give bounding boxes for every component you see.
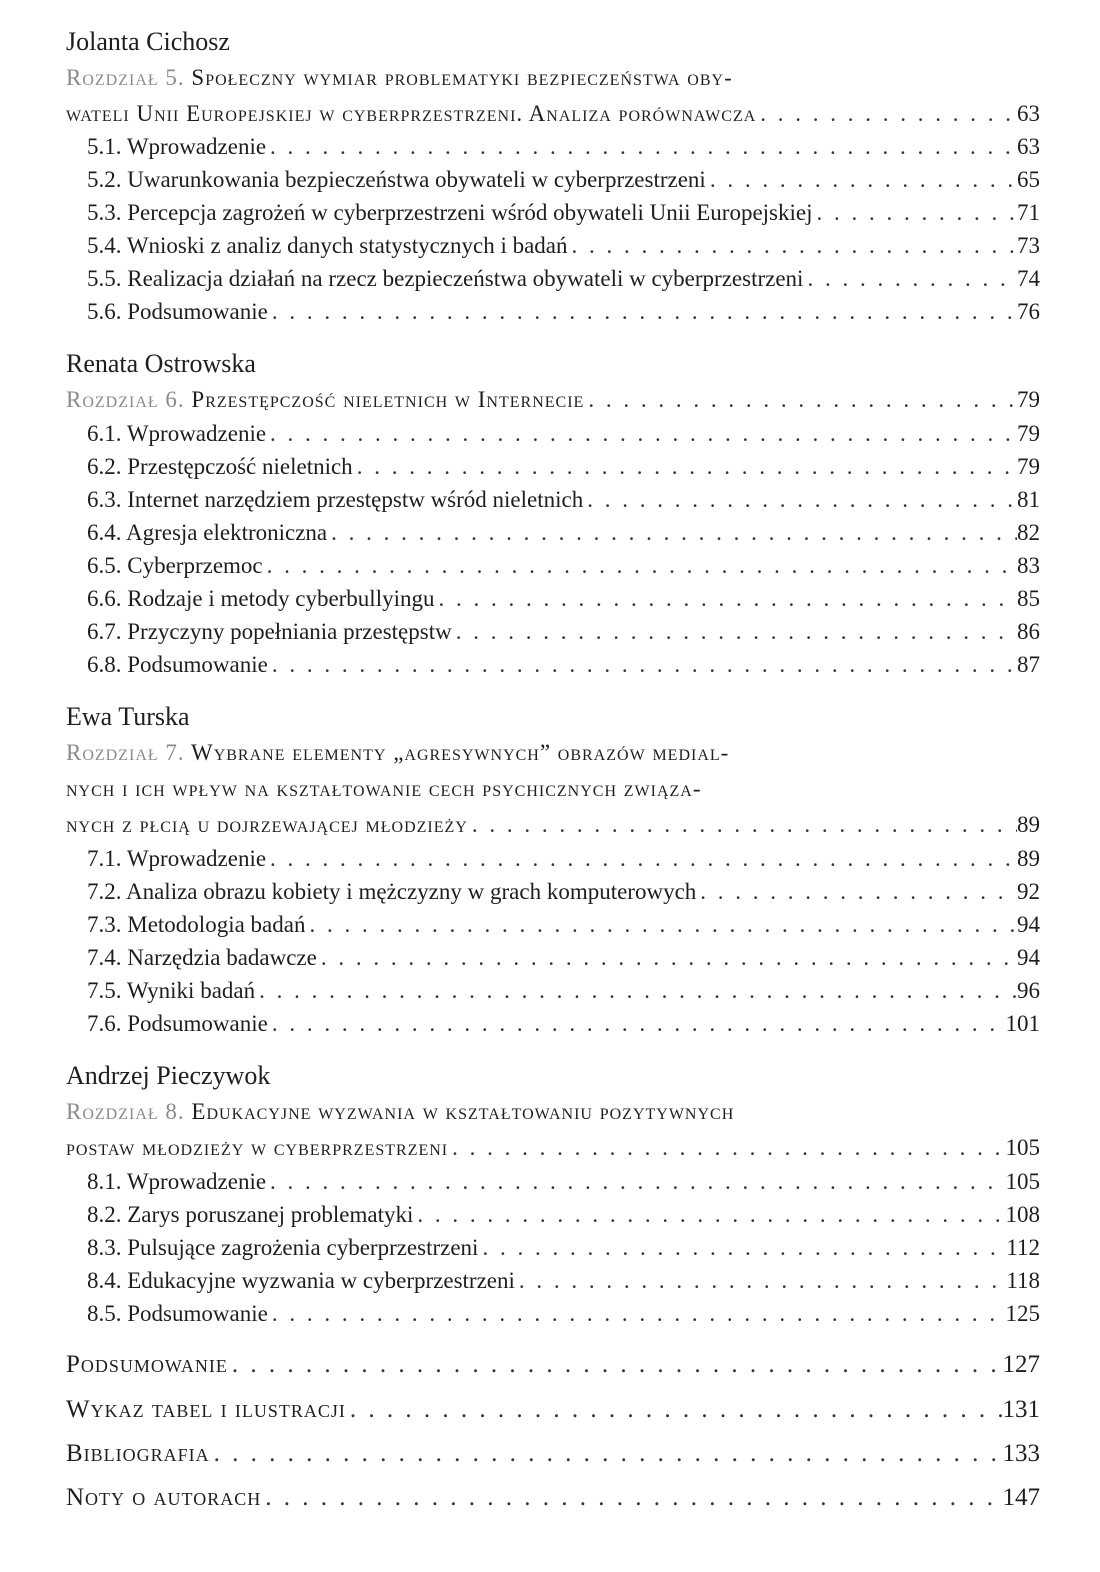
chapter-5-title-line-2	[66, 98, 1040, 130]
section-page: 74	[1017, 266, 1040, 291]
chapter-8-label: Rozdział 8.	[66, 1099, 185, 1124]
section-page: 63	[1017, 134, 1040, 159]
section-title: 7.3. Metodologia badań	[87, 912, 306, 937]
section-title: 6.4. Agresja elektroniczna	[87, 520, 328, 545]
section-page: 71	[1017, 200, 1040, 225]
leader-dots	[263, 550, 1017, 582]
toc-section-row	[87, 550, 1040, 582]
section-title: 7.5. Wyniki badań	[87, 978, 256, 1003]
section-title: 8.2. Zarys poruszanej problematyki	[87, 1202, 414, 1227]
section-title: 8.4. Edukacyjne wyzwania w cyberprzestrzeni	[87, 1268, 515, 1293]
section-page: 89	[1017, 846, 1040, 871]
chapter-7-label: Rozdział 7.	[66, 740, 185, 765]
end-title: Noty o autorach	[66, 1484, 262, 1511]
leader-dots	[268, 649, 1017, 681]
section-page: 79	[1017, 421, 1040, 446]
leader-dots	[468, 809, 1017, 841]
section-title: 8.1. Wprowadzenie	[87, 1169, 267, 1194]
chapter-8-title-line-2	[66, 1132, 1040, 1164]
section-title: 5.2. Uwarunkowania bezpieczeństwa obywateli w cyberprzestrzeni	[87, 167, 706, 192]
section-title: 8.3. Pulsujące zagrożenia cyberprzestrzeni	[87, 1235, 479, 1260]
section-title: 5.4. Wnioski z analiz danych statystycznych i badań	[87, 233, 568, 258]
toc-section-row	[87, 583, 1040, 615]
end-page: 131	[1002, 1396, 1040, 1423]
toc-section-row	[87, 296, 1040, 328]
section-page: 96	[1017, 978, 1040, 1003]
toc-section-row	[87, 1232, 1040, 1264]
leader-dots	[756, 98, 1017, 130]
leader-dots	[261, 1482, 1002, 1514]
toc-section-row	[87, 1166, 1040, 1198]
leader-dots	[210, 1438, 1003, 1470]
chapter-5-page: 63	[1017, 101, 1040, 126]
section-page: 85	[1017, 586, 1040, 611]
section-title: 5.5. Realizacja działań na rzecz bezpieczeństwa obywateli w cyberprzestrzeni	[87, 266, 804, 291]
chapter-8-author: Andrzej Pieczywok	[66, 1061, 271, 1090]
chapter-7-author: Ewa Turska	[66, 702, 190, 731]
section-page: 76	[1017, 299, 1040, 324]
toc-section-row	[87, 230, 1040, 262]
end-page: 133	[1002, 1440, 1040, 1467]
leader-dots	[584, 384, 1017, 416]
toc-section-row	[87, 418, 1040, 450]
section-title: 5.1. Wprowadzenie	[87, 134, 267, 159]
section-title: 5.6. Podsumowanie	[87, 299, 268, 324]
leader-dots	[452, 616, 1017, 648]
section-title: 7.1. Wprowadzenie	[87, 846, 267, 871]
leader-dots	[305, 909, 1017, 941]
section-page: 118	[1006, 1268, 1040, 1293]
chapter-5-title-line-1	[66, 62, 1040, 94]
leader-dots	[268, 1298, 1006, 1330]
section-page: 83	[1017, 553, 1040, 578]
section-page: 82	[1017, 520, 1040, 545]
toc-section-row	[87, 517, 1040, 549]
leader-dots	[803, 263, 1017, 295]
toc-section-row	[87, 1199, 1040, 1231]
toc-section-row	[87, 451, 1040, 483]
section-title: 6.2. Przestępczość nieletnich	[87, 454, 353, 479]
section-page: 94	[1017, 945, 1040, 970]
leader-dots	[228, 1349, 1003, 1381]
leader-dots	[327, 517, 1017, 549]
toc-end-row-tables	[66, 1394, 1040, 1426]
chapter-8-title-line-1	[66, 1096, 1040, 1128]
chapter-7-title-text-3: nych z płcią u dojrzewającej młodzieży	[66, 812, 468, 837]
leader-dots	[478, 1232, 1006, 1264]
leader-dots	[813, 197, 1018, 229]
section-title: 6.7. Przyczyny popełniania przestępstw	[87, 619, 452, 644]
leader-dots	[706, 164, 1017, 196]
section-page: 92	[1017, 879, 1040, 904]
section-title: 7.2. Analiza obrazu kobiety i mężczyzny w grach komputerowych	[87, 879, 697, 904]
chapter-6-title-line-1	[66, 384, 1040, 416]
toc-section-row	[87, 876, 1040, 908]
leader-dots	[413, 1199, 1005, 1231]
chapter-7-page: 89	[1017, 812, 1040, 837]
chapter-5-title-text-2: wateli Unii Europejskiej w cyberprzestrzeni. Analiza porównawcza	[66, 101, 757, 126]
leader-dots	[353, 451, 1017, 483]
toc-section-row	[87, 843, 1040, 875]
leader-dots	[268, 1008, 1006, 1040]
section-title: 6.8. Podsumowanie	[87, 652, 268, 677]
toc-end-row-summary	[66, 1349, 1040, 1381]
toc-section-row	[87, 975, 1040, 1007]
end-page: 147	[1002, 1484, 1040, 1511]
toc-section-row	[87, 484, 1040, 516]
toc-section-row	[87, 131, 1040, 163]
section-page: 94	[1017, 912, 1040, 937]
section-title: 7.6. Podsumowanie	[87, 1011, 268, 1036]
chapter-6-title-text-1: Przestępczość nieletnich w Internecie	[191, 387, 585, 412]
section-page: 73	[1017, 233, 1040, 258]
toc-section-row	[87, 197, 1040, 229]
chapter-6-page: 79	[1017, 387, 1040, 412]
section-title: 5.3. Percepcja zagrożeń w cyberprzestrzeni wśród obywateli Unii Europejskiej	[87, 200, 813, 225]
section-page: 108	[1005, 1202, 1040, 1227]
chapter-8-title-text-2: postaw młodzieży w cyberprzestrzeni	[66, 1135, 449, 1160]
leader-dots	[448, 1132, 1005, 1164]
leader-dots	[515, 1265, 1006, 1297]
toc-section-row	[87, 1008, 1040, 1040]
leader-dots	[255, 975, 1017, 1007]
end-title: Podsumowanie	[66, 1351, 228, 1378]
end-page: 127	[1002, 1351, 1040, 1378]
chapter-7-title-line-2: nych i ich wpływ na kształtowanie cech psychicznych związa-	[66, 776, 702, 801]
section-page: 86	[1017, 619, 1040, 644]
chapter-6-label: Rozdział 6.	[66, 387, 185, 412]
section-page: 105	[1005, 1169, 1040, 1194]
chapter-7-title-text-1: Wybrane elementy „agresywnych” obrazów medial-	[191, 740, 730, 765]
section-page: 79	[1017, 454, 1040, 479]
section-title: 8.5. Podsumowanie	[87, 1301, 268, 1326]
section-title: 6.1. Wprowadzenie	[87, 421, 267, 446]
chapter-5-label: Rozdział 5.	[66, 65, 185, 90]
section-page: 87	[1017, 652, 1040, 677]
chapter-5-author: Jolanta Cichosz	[66, 27, 230, 56]
toc-section-row	[87, 616, 1040, 648]
section-title: 6.5. Cyberprzemoc	[87, 553, 263, 578]
leader-dots	[266, 131, 1017, 163]
toc-end-row-bibliography	[66, 1438, 1040, 1470]
section-title: 6.6. Rodzaje i metody cyberbullyingu	[87, 586, 435, 611]
section-page: 65	[1017, 167, 1040, 192]
chapter-5-title-text-1: Społeczny wymiar problematyki bezpieczeństwa oby-	[191, 65, 733, 90]
leader-dots	[568, 230, 1017, 262]
end-title: Bibliografia	[66, 1440, 210, 1467]
leader-dots	[268, 296, 1017, 328]
toc-section-row	[87, 1298, 1040, 1330]
section-title: 7.4. Narzędzia badawcze	[87, 945, 317, 970]
toc-section-row	[87, 942, 1040, 974]
chapter-6-author: Renata Ostrowska	[66, 349, 256, 378]
chapter-7-title-line-3	[66, 809, 1040, 841]
leader-dots	[346, 1394, 1003, 1426]
leader-dots	[317, 942, 1017, 974]
toc-section-row	[87, 649, 1040, 681]
section-page: 112	[1006, 1235, 1040, 1260]
leader-dots	[434, 583, 1017, 615]
leader-dots	[583, 484, 1017, 516]
toc-end-row-authors	[66, 1482, 1040, 1514]
toc-section-row	[87, 263, 1040, 295]
section-page: 81	[1017, 487, 1040, 512]
chapter-8-page: 105	[1005, 1135, 1040, 1160]
toc-section-row	[87, 909, 1040, 941]
leader-dots	[696, 876, 1017, 908]
chapter-8-title-text-1: Edukacyjne wyzwania w kształtowaniu pozytywnych	[191, 1099, 735, 1124]
section-title: 6.3. Internet narzędziem przestępstw wśród nieletnich	[87, 487, 584, 512]
leader-dots	[266, 1166, 1005, 1198]
toc-section-row	[87, 164, 1040, 196]
chapter-6-title	[66, 384, 584, 416]
end-title: Wykaz tabel i ilustracji	[66, 1396, 346, 1423]
leader-dots	[266, 843, 1017, 875]
section-page: 125	[1005, 1301, 1040, 1326]
toc-section-row	[87, 1265, 1040, 1297]
chapter-7-title-line-1	[66, 737, 1040, 769]
section-page: 101	[1005, 1011, 1040, 1036]
leader-dots	[266, 418, 1017, 450]
